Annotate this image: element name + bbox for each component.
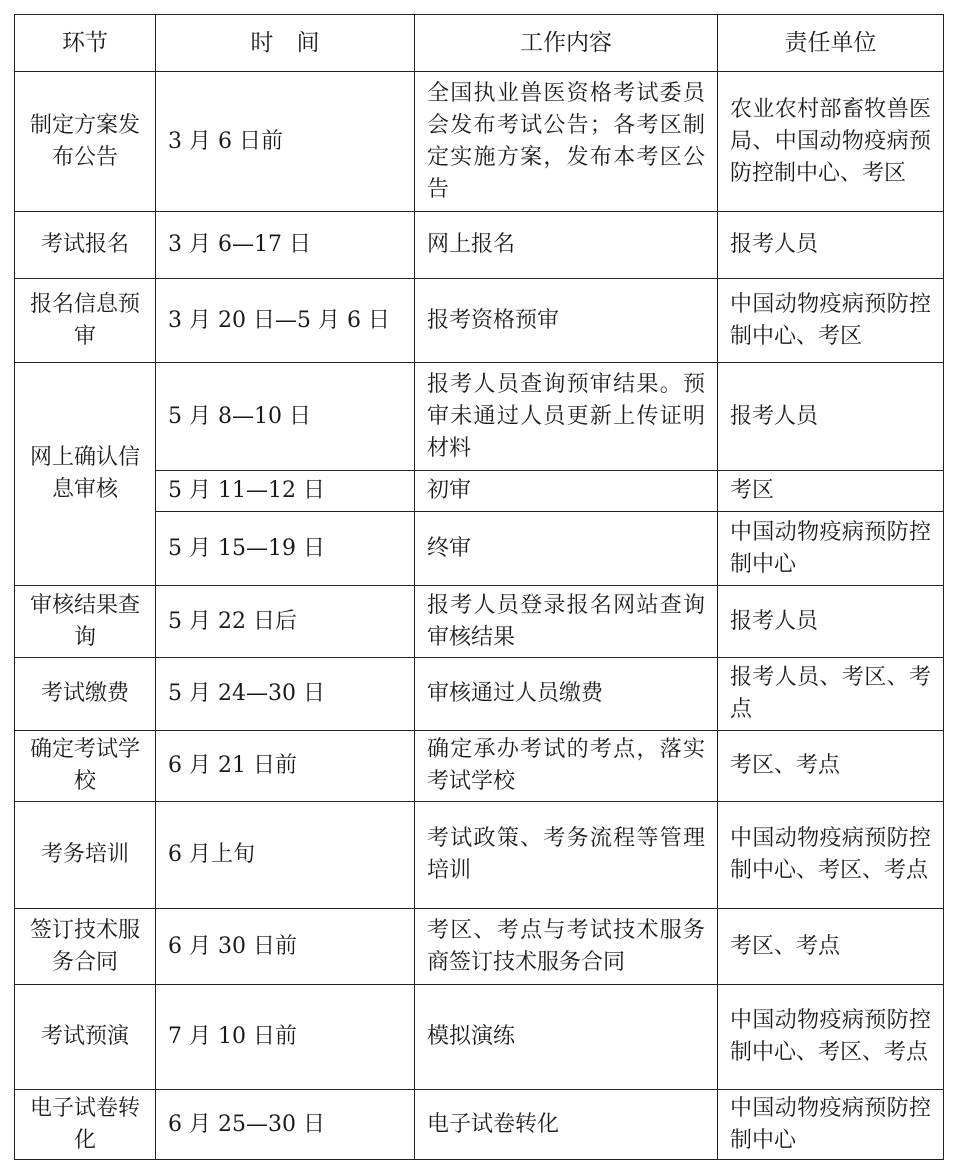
stage-cell: 考试报名 — [15, 212, 156, 279]
table-row — [15, 731, 944, 802]
unit-cell: 农业农村部畜牧兽医局、中国动物疫病预防控制中心、考区 — [718, 72, 944, 212]
unit-cell: 报考人员 — [718, 212, 944, 279]
table-row — [15, 586, 944, 658]
header-work: 工作内容 — [415, 15, 718, 72]
work-cell: 模拟演练 — [415, 985, 718, 1090]
time-cell: 7 月 10 日前 — [156, 985, 415, 1090]
table-row — [15, 212, 944, 279]
unit-cell: 报考人员 — [718, 586, 944, 658]
header-unit: 责任单位 — [718, 15, 944, 72]
time-cell: 5 月 15—19 日 — [156, 512, 415, 586]
unit-cell: 报考人员 — [718, 363, 944, 471]
work-cell: 全国执业兽医资格考试委员会发布考试公告；各考区制定实施方案，发布本考区公告 — [415, 72, 718, 212]
time-cell: 6 月 30 日前 — [156, 909, 415, 985]
stage-cell: 电子试卷转化 — [15, 1090, 156, 1160]
table-row — [15, 658, 944, 731]
time-cell: 5 月 8—10 日 — [156, 363, 415, 471]
table-row — [15, 363, 944, 471]
work-cell: 考试政策、考务流程等管理培训 — [415, 802, 718, 909]
table-row — [15, 909, 944, 985]
work-cell: 初审 — [415, 471, 718, 512]
stage-cell: 考试缴费 — [15, 658, 156, 731]
stage-cell: 考务培训 — [15, 802, 156, 909]
time-cell: 6 月 25—30 日 — [156, 1090, 415, 1160]
work-cell: 终审 — [415, 512, 718, 586]
stage-cell: 网上确认信息审核 — [15, 363, 156, 586]
table-row — [15, 72, 944, 212]
time-cell: 5 月 24—30 日 — [156, 658, 415, 731]
unit-cell: 报考人员、考区、考点 — [718, 658, 944, 731]
work-cell: 报考人员查询预审结果。预审未通过人员更新上传证明材料 — [415, 363, 718, 471]
unit-cell: 中国动物疫病预防控制中心 — [718, 512, 944, 586]
stage-cell: 报名信息预审 — [15, 279, 156, 363]
work-cell: 考区、考点与考试技术服务商签订技术服务合同 — [415, 909, 718, 985]
work-cell: 报考资格预审 — [415, 279, 718, 363]
stage-cell: 制定方案发布公告 — [15, 72, 156, 212]
stage-cell: 考试预演 — [15, 985, 156, 1090]
unit-cell: 中国动物疫病预防控制中心、考区 — [718, 279, 944, 363]
work-cell: 确定承办考试的考点，落实考试学校 — [415, 731, 718, 802]
header-row — [15, 15, 944, 72]
time-cell: 3 月 6 日前 — [156, 72, 415, 212]
header-time: 时 间 — [156, 15, 415, 72]
work-cell: 报考人员登录报名网站查询审核结果 — [415, 586, 718, 658]
time-cell: 5 月 11—12 日 — [156, 471, 415, 512]
work-cell: 网上报名 — [415, 212, 718, 279]
table-row — [15, 279, 944, 363]
stage-cell: 确定考试学校 — [15, 731, 156, 802]
time-cell: 3 月 20 日—5 月 6 日 — [156, 279, 415, 363]
time-cell: 3 月 6—17 日 — [156, 212, 415, 279]
time-cell: 5 月 22 日后 — [156, 586, 415, 658]
unit-cell: 考区、考点 — [718, 909, 944, 985]
unit-cell: 中国动物疫病预防控制中心、考区、考点 — [718, 985, 944, 1090]
table-row — [15, 1090, 944, 1160]
work-cell: 电子试卷转化 — [415, 1090, 718, 1160]
unit-cell: 考区 — [718, 471, 944, 512]
header-stage: 环节 — [15, 15, 156, 72]
unit-cell: 考区、考点 — [718, 731, 944, 802]
work-cell: 审核通过人员缴费 — [415, 658, 718, 731]
schedule-table — [14, 14, 944, 1160]
stage-cell: 审核结果查询 — [15, 586, 156, 658]
stage-cell: 签订技术服务合同 — [15, 909, 156, 985]
unit-cell: 中国动物疫病预防控制中心 — [718, 1090, 944, 1160]
table-row — [15, 985, 944, 1090]
table-row — [15, 802, 944, 909]
time-cell: 6 月上旬 — [156, 802, 415, 909]
time-cell: 6 月 21 日前 — [156, 731, 415, 802]
unit-cell: 中国动物疫病预防控制中心、考区、考点 — [718, 802, 944, 909]
